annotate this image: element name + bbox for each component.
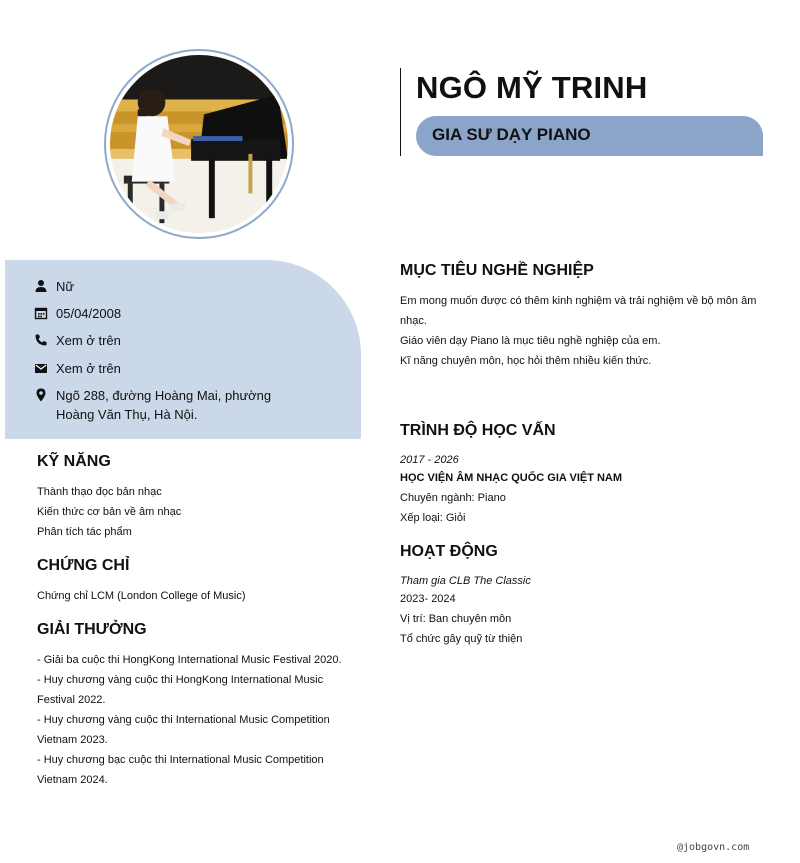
objective-line: Giáo viên dạy Piano là mục tiêu nghề nghiệp của em. [400,335,661,347]
objective-title: MỤC TIÊU NGHỀ NGHIỆP [400,262,594,279]
award-item: - Huy chương bạc cuộc thi International Music Competition Vietnam 2024. [37,754,324,786]
contact-email [33,359,121,378]
phone-text: Xem ở trên [56,333,121,348]
activities-title: HOẠT ĐỘNG [400,543,498,560]
education-title: TRÌNH ĐỘ HỌC VẤN [400,422,556,439]
birthday-text: 05/04/2008 [56,306,122,321]
awards-title: GIẢI THƯỞNG [37,621,147,638]
school-name: HỌC VIỆN ÂM NHẠC QUỐC GIA VIỆT NAM [400,472,623,484]
piano-player-photo [110,55,288,233]
activity-role: Vị trí: Ban chuyên môn [400,613,512,625]
candidate-name: NGÔ MỸ TRINH [416,70,648,105]
education-major: Chuyên ngành: Piano [400,492,506,504]
profile-photo [104,49,294,239]
address-text: Ngõ 288, đường Hoàng Mai, phường Hoàng Văn Thụ, Hà Nội. [56,388,272,422]
mail-icon [33,360,49,376]
activity-detail: Tổ chức gây quỹ từ thiện [400,633,523,645]
job-title: GIA SƯ DẠY PIANO [432,125,591,144]
objective-line: Em mong muốn được có thêm kinh nghiệm và trải nghiệm về bộ môn âm nhạc. [400,295,757,327]
activity-period: 2023- 2024 [400,593,456,605]
certificate-item: Chứng chỉ LCM (London College of Music) [37,590,246,602]
award-item: - Giải ba cuộc thi HongKong International Music Festival 2020. [37,654,342,666]
name-divider [400,68,401,156]
award-item: - Huy chương vàng cuộc thi International Music Competition Vietnam 2023. [37,714,330,746]
skills-title: KỸ NĂNG [37,453,111,470]
objective-line: Kĩ năng chuyên môn, học hỏi thêm nhiều kiến thức. [400,355,652,367]
activity-name: Tham gia CLB The Classic [400,575,531,587]
watermark: @jobgovn.com [677,842,750,853]
job-title-badge [416,116,763,156]
phone-icon [33,332,49,348]
email-text: Xem ở trên [56,361,121,376]
education-rank: Xếp loại: Giỏi [400,512,466,524]
contact-gender [33,277,74,296]
calendar-icon [33,305,49,321]
contact-address [33,386,311,424]
skill-item: Kiến thức cơ bản về âm nhạc [37,506,182,518]
location-pin-icon [33,387,49,403]
person-icon [33,278,49,294]
certificates-title: CHỨNG CHỈ [37,557,130,574]
skill-item: Thành thạo đọc bản nhạc [37,486,162,498]
education-period: 2017 - 2026 [400,454,459,466]
award-item: - Huy chương vàng cuộc thi HongKong International Music Festival 2022. [37,674,324,706]
contact-phone [33,331,121,350]
gender-text: Nữ [56,279,75,294]
contact-birthday [33,304,121,323]
skill-item: Phân tích tác phẩm [37,526,132,538]
